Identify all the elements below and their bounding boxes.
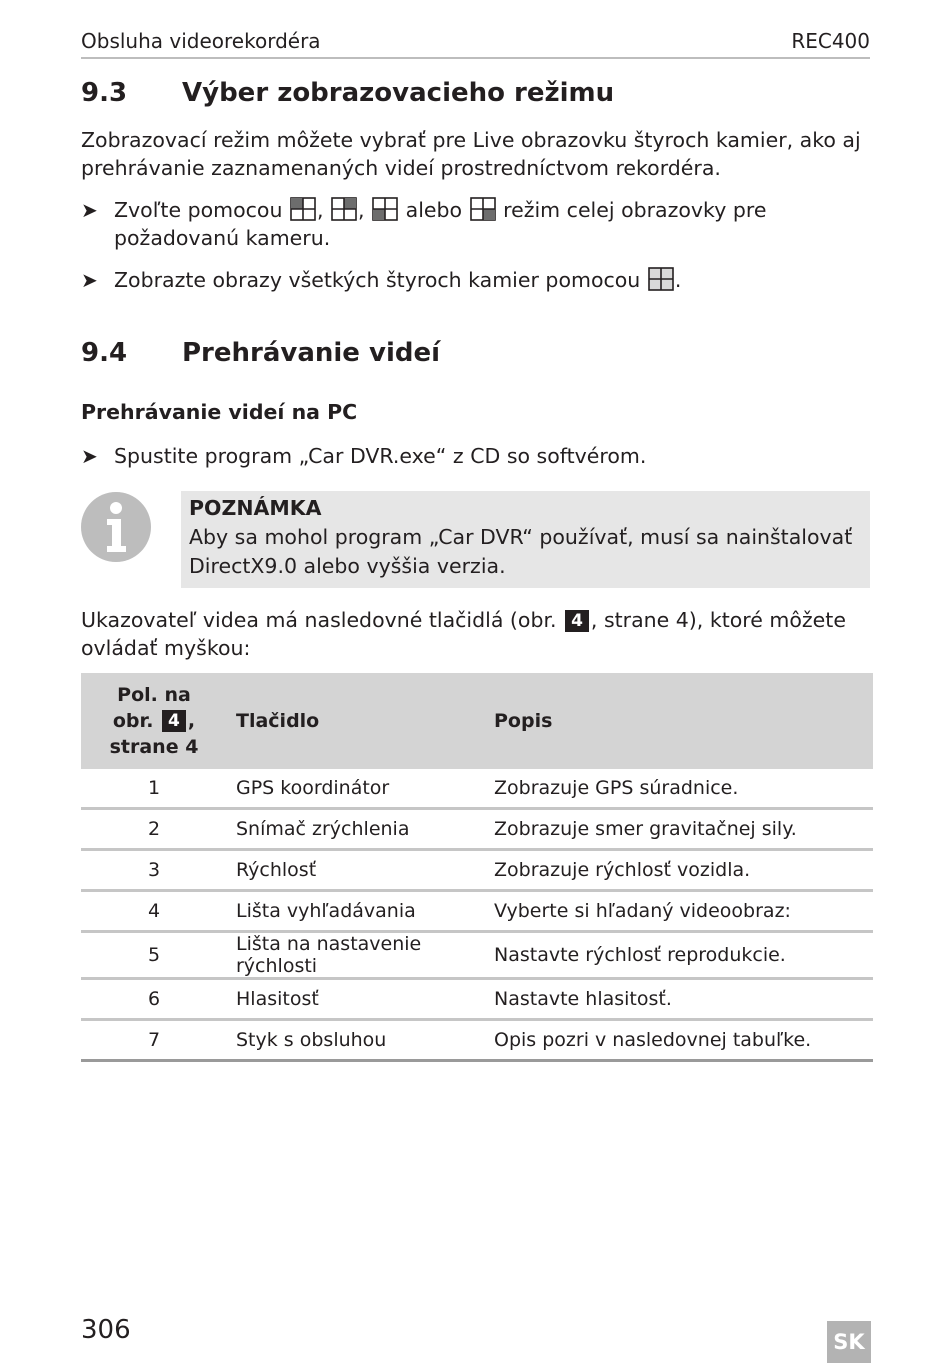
note-body: Aby sa mohol program „Car DVR“ používať, musí sa nainštalovať DirectX9.0 alebo vyššia verzia.: [189, 525, 853, 578]
bullet-text: Zobrazte obrazy všetkých štyroch kamier pomocou: [114, 268, 641, 292]
table-row: [81, 891, 873, 932]
table-row: [81, 769, 873, 809]
header-text: obr.: [112, 710, 154, 732]
cell-button: Rýchlosť: [227, 850, 494, 891]
quad-view-bottom-right-icon: [470, 197, 496, 221]
arrow-bullet-icon: ➤: [81, 444, 98, 468]
bullet-text: režim celej obrazovky pre požadovanú kameru.: [114, 198, 767, 250]
language-tab: SK: [827, 1321, 871, 1363]
header-text: Pol. na: [117, 684, 191, 706]
note-title: POZNÁMKA: [189, 496, 322, 520]
section-heading-9-4: [81, 338, 440, 368]
page-number: 306: [81, 1315, 131, 1345]
subheading-pc-playback: Prehrávanie videí na PC: [81, 400, 358, 424]
quad-view-all-icon: [648, 267, 674, 291]
bullet-run-program: [81, 442, 871, 470]
bullet-select-mode: [81, 196, 871, 252]
quad-view-bottom-left-icon: [372, 197, 398, 221]
cell-description: Nastavte rýchlosť reprodukcie.: [494, 932, 873, 979]
separator: ,: [316, 198, 324, 222]
section-title: Výber zobrazovacieho režimu: [182, 78, 615, 108]
cell-position: 2: [81, 809, 227, 850]
controls-table: [81, 673, 873, 1062]
cell-description: Opis pozri v nasledovnej tabuľke.: [494, 1020, 873, 1061]
cell-button: GPS koordinátor: [227, 769, 494, 809]
controls-intro-text: , strane 4), ktoré môžete ovládať myškou:: [81, 608, 846, 660]
header-text: ,: [187, 710, 196, 732]
table-row: [81, 1020, 873, 1061]
info-icon: [80, 491, 152, 563]
table-row: [81, 932, 873, 979]
figure-reference: 4: [162, 710, 186, 732]
page-header: [81, 29, 870, 59]
bullet-text: alebo: [405, 198, 463, 222]
section-title: Prehrávanie videí: [182, 338, 441, 368]
column-header-button: Tlačidlo: [227, 673, 494, 769]
section-number: 9.3: [81, 78, 128, 108]
cell-description: Zobrazuje GPS súradnice.: [494, 769, 873, 809]
cell-position: 5: [81, 932, 227, 979]
period: .: [674, 268, 682, 292]
controls-intro: [81, 606, 871, 662]
note-box: [181, 491, 870, 588]
table-row: [81, 809, 873, 850]
table-header-row: [81, 673, 873, 769]
cell-button: Lišta na nastavenie rýchlosti: [227, 932, 494, 979]
quad-view-top-left-icon: [290, 197, 316, 221]
section-intro: Zobrazovací režim môžete vybrať pre Live obrazovku štyroch kamier, ako aj prehrávanie zaznamenaných videí prostredníctvom rekordéra.: [81, 128, 861, 180]
table-row: [81, 979, 873, 1020]
cell-position: 6: [81, 979, 227, 1020]
cell-button: Styk s obsluhou: [227, 1020, 494, 1061]
header-text: strane 4: [109, 736, 199, 758]
table-row: [81, 850, 873, 891]
quad-view-top-right-icon: [331, 197, 357, 221]
cell-button: Hlasitosť: [227, 979, 494, 1020]
separator: ,: [358, 198, 365, 222]
header-model: REC400: [791, 29, 870, 53]
bullet-show-all: [81, 266, 871, 294]
arrow-bullet-icon: ➤: [81, 198, 98, 222]
cell-description: Nastavte hlasitosť.: [494, 979, 873, 1020]
cell-position: 3: [81, 850, 227, 891]
controls-intro-text: Ukazovateľ videa má nasledovné tlačidlá (obr.: [81, 608, 557, 632]
cell-button: Snímač zrýchlenia: [227, 809, 494, 850]
cell-button: Lišta vyhľadávania: [227, 891, 494, 932]
cell-description: Vyberte si hľadaný videoobraz:: [494, 891, 873, 932]
section-heading-9-3: [81, 78, 614, 108]
bullet-text: Spustite program „Car DVR.exe“ z CD so softvérom.: [114, 444, 647, 468]
cell-description: Zobrazuje smer gravitačnej sily.: [494, 809, 873, 850]
cell-position: 1: [81, 769, 227, 809]
section-number: 9.4: [81, 338, 128, 368]
cell-description: Zobrazuje rýchlosť vozidla.: [494, 850, 873, 891]
figure-reference: 4: [565, 610, 589, 632]
bullet-text: Zvoľte pomocou: [114, 198, 283, 222]
header-section-title: Obsluha videorekordéra: [81, 29, 321, 53]
arrow-bullet-icon: ➤: [81, 268, 98, 292]
column-header-description: Popis: [494, 673, 873, 769]
cell-position: 7: [81, 1020, 227, 1061]
column-header-position: [81, 673, 227, 769]
cell-position: 4: [81, 891, 227, 932]
